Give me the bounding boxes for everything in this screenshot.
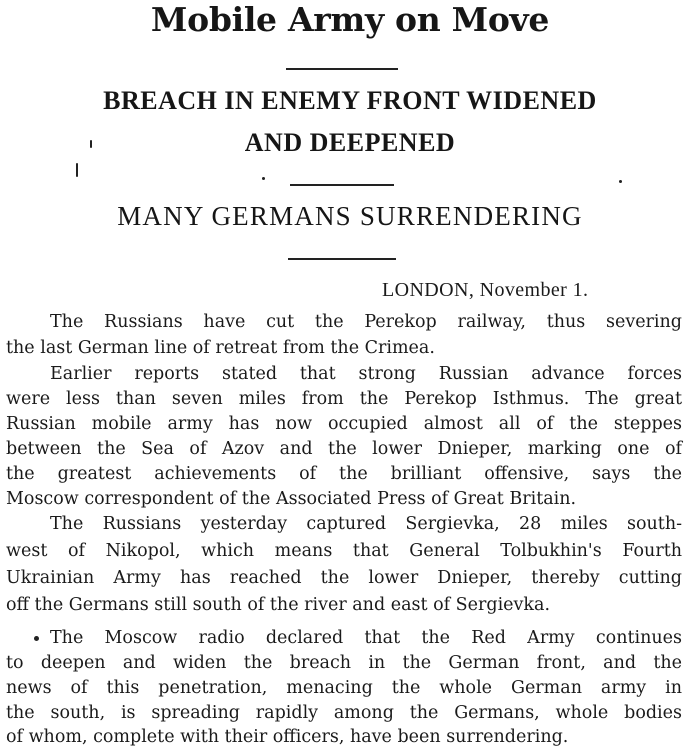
body-line: to deepen and widen the breach in the German front, and the: [6, 653, 682, 673]
main-headline: Mobile Army on Move: [150, 0, 550, 39]
body-line: news of this penetration, menacing the whole German army in: [6, 678, 682, 698]
tertiary-headline: MANY GERMANS SURRENDERING: [117, 201, 583, 231]
body-line: the greatest achievements of the brilliant offensive, says the: [6, 464, 682, 484]
subheadline-line-1: BREACH IN ENEMY FRONT WIDENED: [103, 86, 597, 115]
subheadline-line-2: AND DEEPENED: [244, 128, 456, 157]
body-line: The Russians yesterday captured Sergievka, 28 miles south-: [50, 514, 682, 534]
dateline: LONDON, November 1.: [382, 279, 589, 301]
rule-divider: [290, 184, 394, 186]
body-line: the south, is spreading rapidly among the Germans, whole bodies: [6, 703, 682, 723]
body-line: were less than seven miles from the Perekop Isthmus. The great: [6, 389, 682, 409]
body-line: west of Nikopol, which means that General Tolbukhin's Fourth: [6, 541, 682, 561]
rule-divider: [288, 258, 396, 260]
print-speck: [262, 177, 265, 180]
body-line: The Moscow radio declared that the Red Army continues: [50, 628, 682, 648]
body-line: Moscow correspondent of the Associated Press of Great Britain.: [6, 489, 577, 509]
print-speck: [619, 180, 622, 183]
print-speck: [34, 636, 39, 641]
print-speck: [90, 140, 92, 148]
body-line: Russian mobile army has now occupied almost all of the steppes: [6, 414, 682, 434]
print-speck: [76, 163, 78, 177]
body-line: The Russians have cut the Perekop railway, thus severing: [50, 312, 682, 332]
body-line: Ukrainian Army has reached the lower Dnieper, thereby cutting: [6, 568, 682, 588]
body-line: Earlier reports stated that strong Russian advance forces: [50, 364, 682, 384]
rule-divider: [286, 68, 398, 70]
body-line: between the Sea of Azov and the lower Dnieper, marking one of: [6, 439, 682, 459]
body-line: off the Germans still south of the river and east of Sergievka.: [6, 595, 551, 615]
body-line: of whom, complete with their officers, have been surrendering.: [6, 727, 569, 747]
body-line: the last German line of retreat from the Crimea.: [6, 338, 435, 358]
